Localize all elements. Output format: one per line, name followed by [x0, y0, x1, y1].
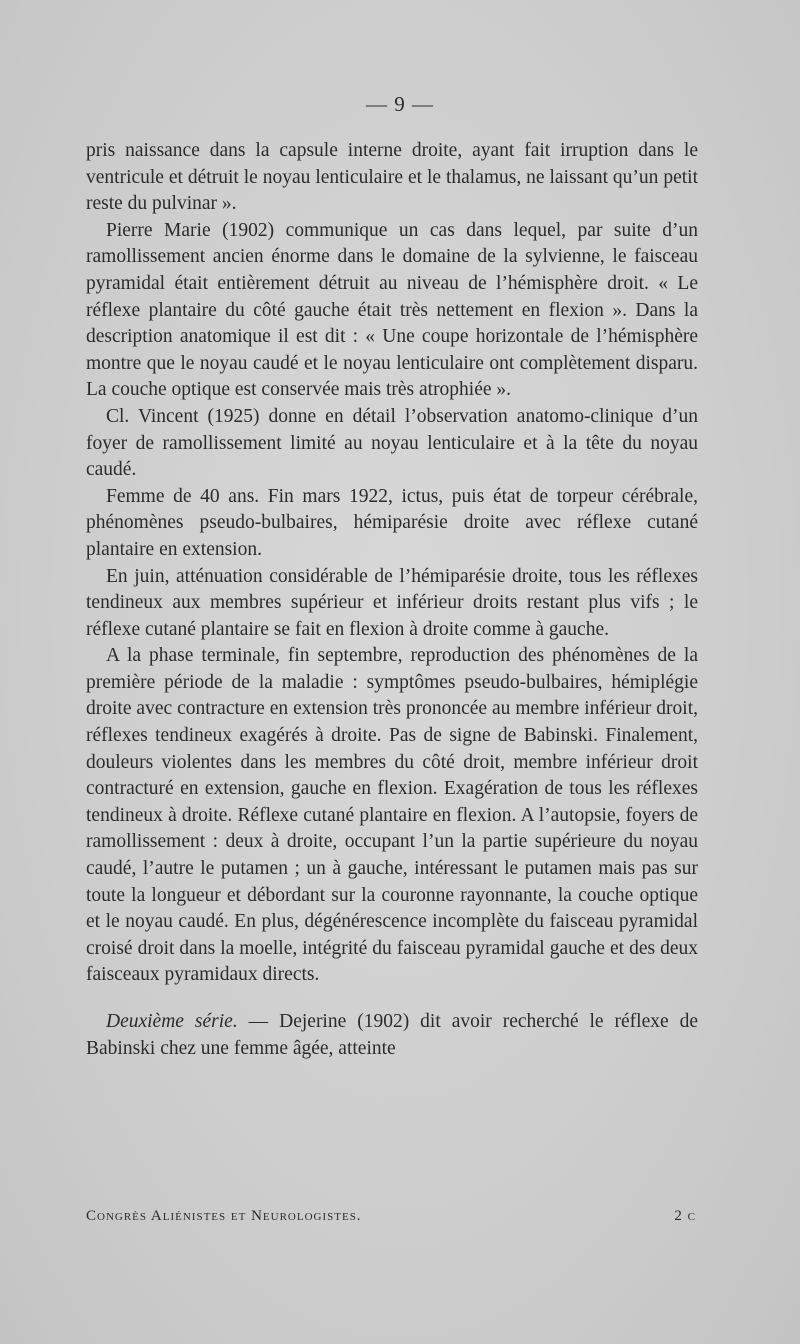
section-paragraph [86, 1009, 698, 1062]
section-text: — Dejerine (1902) dit avoir recherché le réflexe de Babinski chez une femme âgée, atteinte [86, 1011, 698, 1059]
page-number: — 9 — [366, 92, 434, 116]
paragraph-5: En juin, atténuation considérable de l’hémiparésie droite, tous les réflexes tendineux aux membres supérieur et inférieur droits restant plus vifs ; le réflexe cutané plantaire se fait en flexion à droite comme à gauche. [86, 565, 698, 640]
section-heading: Deuxième série. [106, 1011, 238, 1032]
paragraph-3: Cl. Vincent (1925) donne en détail l’observation anatomo-clinique d’un foyer de ramollissement limité au noyau lenticulaire et à la tête du noyau caudé. [86, 405, 698, 481]
footer-signature: Congrès Aliénistes et Neurologistes. [86, 1208, 362, 1224]
body-text [86, 138, 698, 1062]
footer-sheet-mark: 2 c [674, 1208, 696, 1224]
paragraph-6: A la phase terminale, fin septembre, reproduction des phénomènes de la première période de la maladie : symptômes pseudo-bulbaires, hémiplégie droite avec contracture en extension très prononcée au membre inférieur droit, réflexes tendineux exagérés à droite. Pas de signe de Babinski. Finalement, douleurs violentes dans les membres du côté droit, membre inférieur droit contracturé en extension, gauche en flexion. Exagération de tous les réflexes tendineux à droite. Réflexe cutané plantaire en flexion. A l’autopsie, foyers de ramollissement : deux à droite, occupant l’un la partie supérieure du noyau caudé, l’autre le putamen ; un à gauche, intéressant le putamen mais pas sur toute la longueur et débordant sur la couronne rayonnante, la couche optique et le noyau caudé. En plus, dégénérescence incomplète du faisceau pyramidal croisé droit dans la moelle, intégrité du faisceau pyramidal gauche et des deux faisceaux pyramidaux directs. [86, 645, 698, 986]
paragraph-2: Pierre Marie (1902) communique un cas dans lequel, par suite d’un ramollissement ancien énorme dans le domaine de la sylvienne, le faisceau pyramidal était entièrement détruit au niveau de l’hémisphère droit. « Le réflexe plantaire du côté gauche était très nettement en flexion ». Dans la description anatomique il est dit : « Une coupe horizontale de l’hémisphère montre que le noyau caudé et le noyau lenticulaire ont complètement disparu. La couche optique est conservée mais très atrophiée ». [86, 219, 698, 401]
page-footer [86, 1208, 696, 1225]
paragraph-1: pris naissance dans la capsule interne droite, ayant fait irruption dans le ventricule et détruit le noyau lenticulaire et le thalamus, ne laissant qu’un petit reste du pulvinar ». [86, 140, 698, 215]
paragraph-4: Femme de 40 ans. Fin mars 1922, ictus, puis état de torpeur cérébrale, phénomènes pseudo-bulbaires, hémiparésie droite avec réflexe cutané plantaire en extension. [86, 485, 698, 560]
